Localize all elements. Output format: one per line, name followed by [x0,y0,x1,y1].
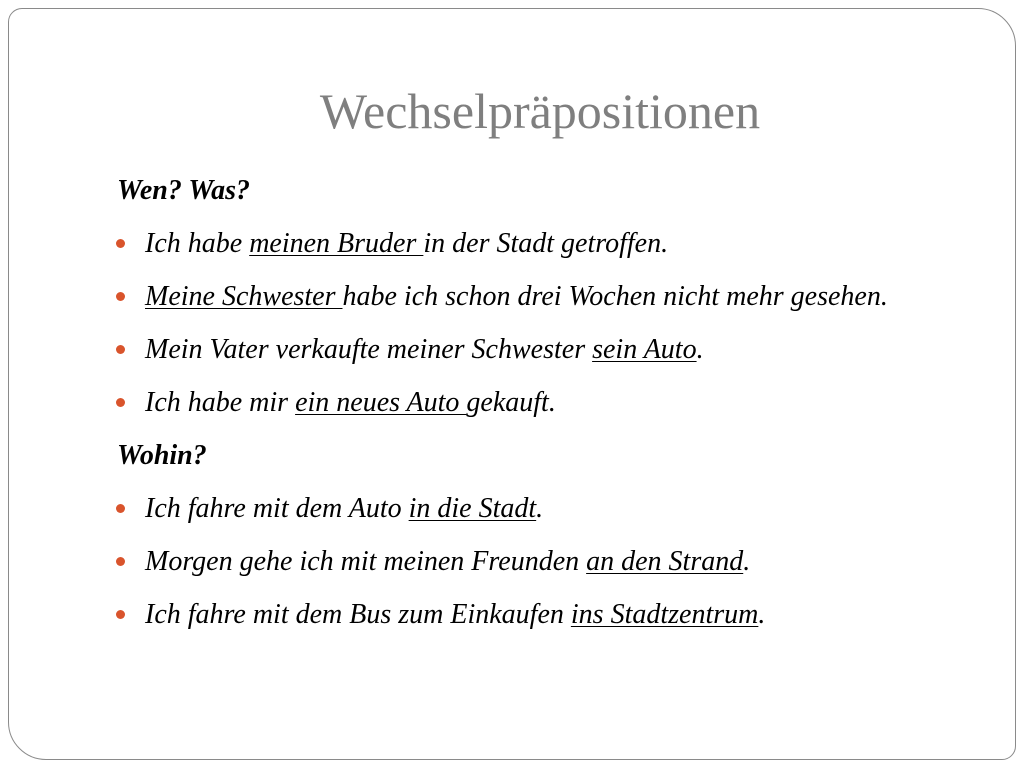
sentence [145,599,765,631]
sentence-segment: . [536,492,544,524]
sentence-segment: . [743,545,751,577]
sentence [145,493,543,525]
sentence-segment: Morgen gehe ich mit meinen Freunden [145,545,587,577]
section-heading-wen-was: Wen? Was? [117,174,251,206]
sentence-segment: Ich fahre mit dem Bus zum Einkaufen [145,598,571,630]
bullet-item [0,376,1000,429]
bullet-item [0,482,1000,535]
bullet-item [0,270,1000,323]
underlined-phrase: sein Auto [592,333,697,365]
sentence-segment: gekauft. [466,386,556,418]
sentence [145,334,704,366]
bullet-icon [116,239,125,248]
bullet-icon [116,504,125,513]
sentence-segment: . [696,333,704,365]
bullet-icon [116,345,125,354]
sentence-segment: Ich habe [145,227,250,259]
sentence [145,228,668,260]
underlined-phrase: ins Stadtzentrum [570,598,759,630]
bullet-item [0,323,1000,376]
sentence [145,281,888,313]
bullet-icon [116,398,125,407]
sentence-segment: in der Stadt getroffen. [423,227,669,259]
sentence-segment: Ich habe mir [145,386,296,418]
sentence-segment: habe ich schon drei Wochen nicht mehr gesehen. [342,280,888,312]
bullet-item [0,535,1000,588]
bullet-item [0,217,1000,270]
underlined-phrase: in die Stadt [408,492,537,524]
underlined-phrase: Meine Schwester [145,280,343,312]
bullet-icon [116,557,125,566]
sentence-segment: Ich fahre mit dem Auto [145,492,409,524]
bullet-icon [116,610,125,619]
bullet-item [0,588,1000,641]
sentence-segment: Mein Vater verkaufte meiner Schwester [145,333,593,365]
underlined-phrase: an den Strand [586,545,744,577]
bullet-icon [116,292,125,301]
section-heading-wohin: Wohin? [117,439,207,471]
sentence [145,546,750,578]
slide-body [0,164,1000,641]
underlined-phrase: meinen Bruder [249,227,424,259]
sentence-segment: . [758,598,766,630]
underlined-phrase: ein neues Auto [295,386,467,418]
sentence [145,387,556,419]
slide-title: Wechselpräpositionen [319,83,761,139]
